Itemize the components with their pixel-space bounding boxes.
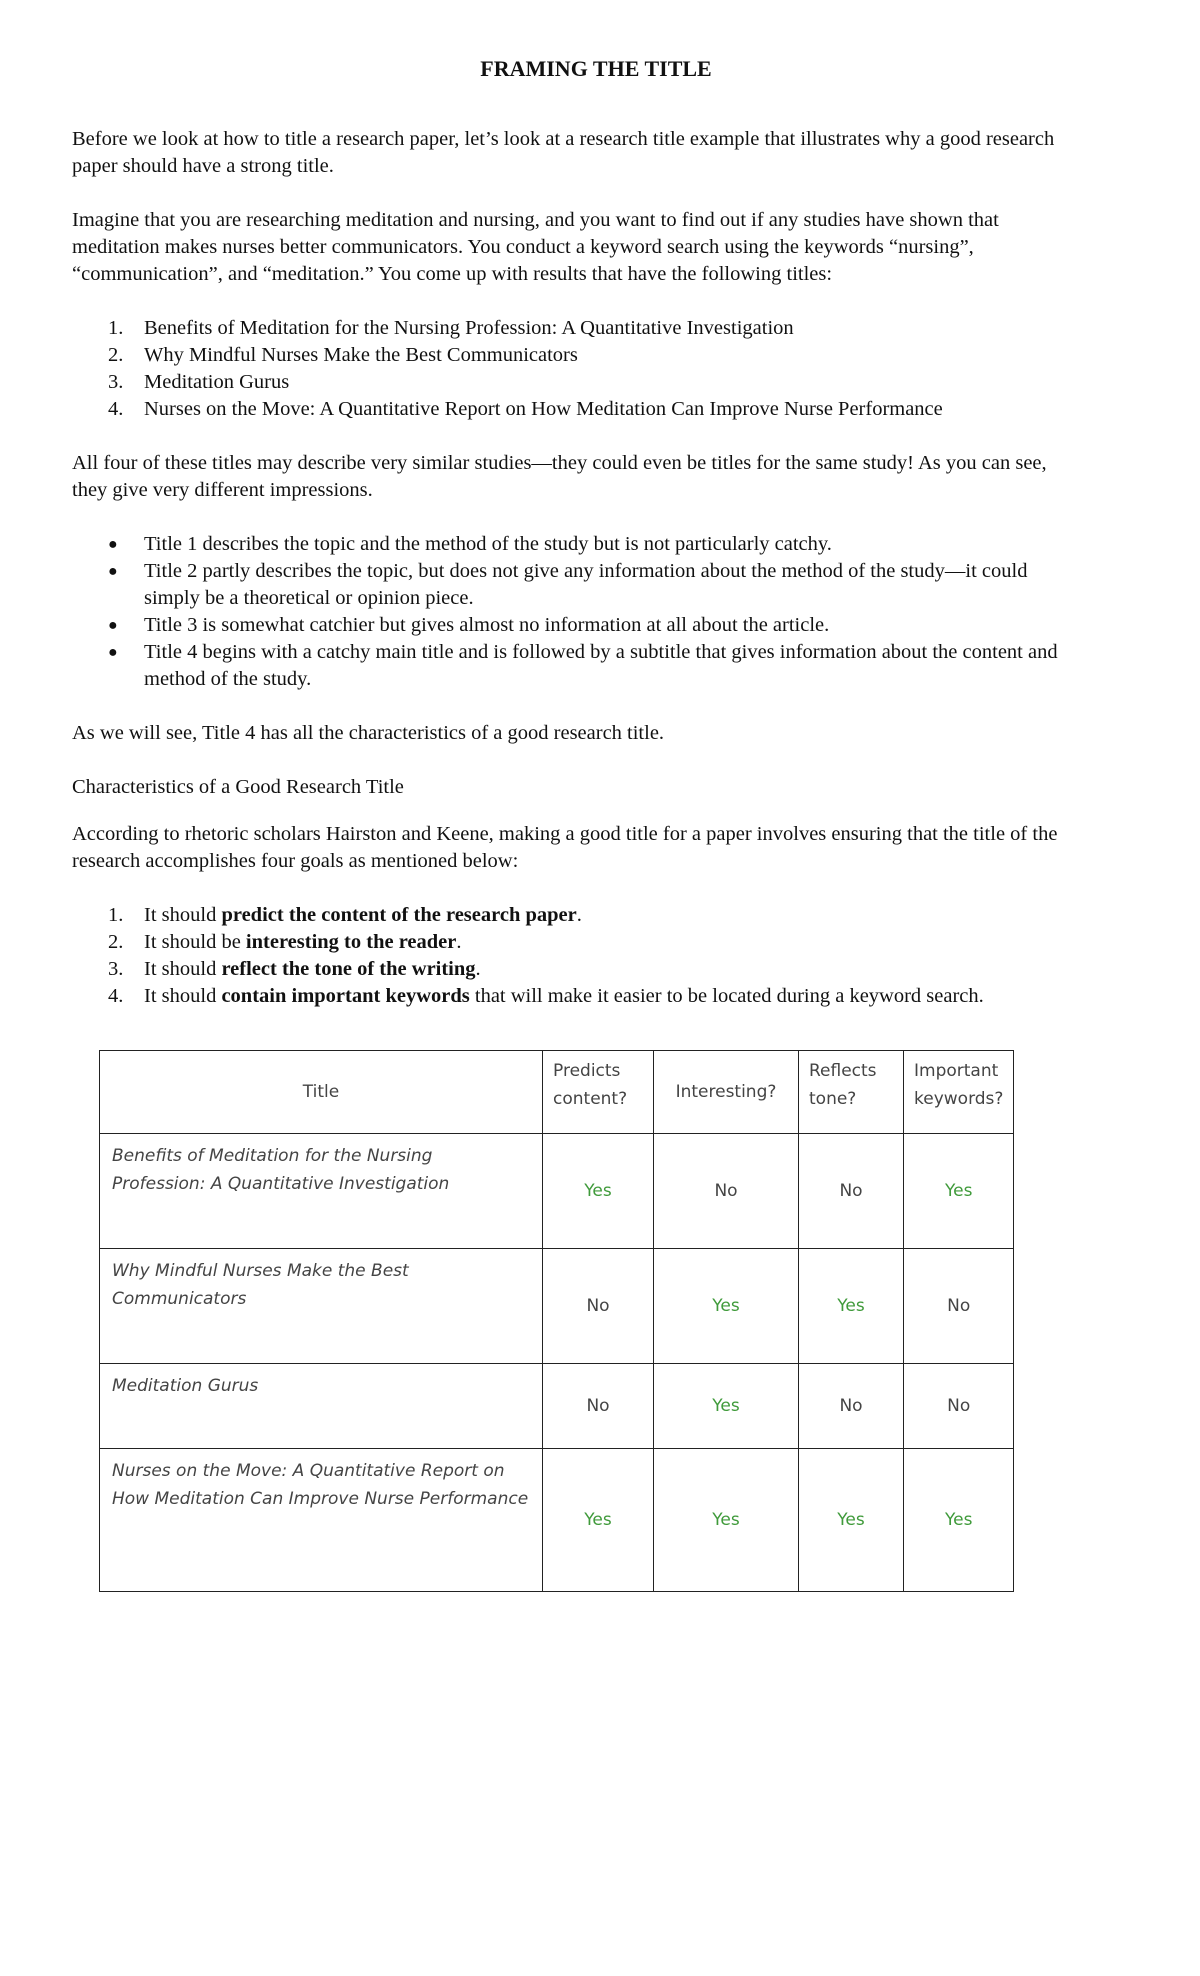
list-item <box>72 612 1080 639</box>
list-item <box>72 956 1080 983</box>
list-item-text: Why Mindful Nurses Make the Best Communicators <box>144 344 578 366</box>
list-item <box>72 983 1080 1010</box>
list-item-text: Nurses on the Move: A Quantitative Report on How Meditation Can Improve Nurse Performance <box>144 398 943 420</box>
table-header-row <box>100 1051 1014 1134</box>
list-item-text: Title 1 describes the topic and the method of the study but is not particularly catchy. <box>144 533 832 555</box>
list-number: 3. <box>108 958 124 980</box>
table-row <box>100 1134 1014 1249</box>
title-cell: Nurses on the Move: A Quantitative Report on How Meditation Can Improve Nurse Performance <box>100 1449 543 1592</box>
goals-list <box>72 902 1080 1010</box>
keywords-cell: Yes <box>904 1449 1014 1592</box>
reflects-cell: No <box>799 1364 904 1449</box>
keywords-cell: No <box>904 1364 1014 1449</box>
bullet-icon: ● <box>108 644 118 661</box>
list-item <box>72 369 1080 396</box>
title-cell: Benefits of Meditation for the Nursing Profession: A Quantitative Investigation <box>100 1134 543 1249</box>
column-header-keywords: Important keywords? <box>904 1051 1014 1134</box>
table-row <box>100 1449 1014 1592</box>
reflects-cell: Yes <box>799 1249 904 1364</box>
list-item-text: Title 4 begins with a catchy main title and is followed by a subtitle that gives information about the content and method of the study. <box>144 641 1058 690</box>
interesting-cell: No <box>654 1134 799 1249</box>
bullet-icon: ● <box>108 536 118 553</box>
list-item <box>72 929 1080 956</box>
list-item <box>72 531 1080 558</box>
title-evaluation-table <box>99 1050 1014 1592</box>
bullet-icon: ● <box>108 563 118 580</box>
example-titles-list <box>72 315 1080 423</box>
table-row <box>100 1364 1014 1449</box>
list-number: 4. <box>108 985 124 1007</box>
list-item <box>72 639 1080 693</box>
goal-text-post: . <box>576 904 582 926</box>
goal-text-bold: predict the content of the research paper <box>221 904 577 926</box>
goal-text-post: . <box>456 931 462 953</box>
column-header-title: Title <box>100 1051 543 1134</box>
list-item <box>72 315 1080 342</box>
list-number: 2. <box>108 931 124 953</box>
list-item <box>72 558 1080 612</box>
interesting-cell: Yes <box>654 1364 799 1449</box>
predicts-cell: No <box>543 1364 654 1449</box>
column-header-reflects: Reflects tone? <box>799 1051 904 1134</box>
column-header-interesting: Interesting? <box>654 1051 799 1134</box>
title-cell: Meditation Gurus <box>100 1364 543 1449</box>
list-item-text: Benefits of Meditation for the Nursing Profession: A Quantitative Investigation <box>144 317 794 339</box>
section-heading: Characteristics of a Good Research Title <box>72 776 404 798</box>
keywords-cell: Yes <box>904 1134 1014 1249</box>
list-number: 4. <box>108 398 124 420</box>
goal-text-bold: contain important keywords <box>221 985 470 1007</box>
list-item-text: Title 3 is somewhat catchier but gives almost no information at all about the article. <box>144 614 830 636</box>
intro-paragraph: Before we look at how to title a research paper, let’s look at a research title example that illustrates why a good research paper should have a strong title. <box>72 128 1055 177</box>
keywords-cell: No <box>904 1249 1014 1364</box>
goal-text-pre: It should be <box>144 931 246 953</box>
goal-text-pre: It should <box>144 985 222 1007</box>
predicts-cell: No <box>543 1249 654 1364</box>
document-title: FRAMING THE TITLE <box>480 56 712 81</box>
title-cell: Why Mindful Nurses Make the Best Communicators <box>100 1249 543 1364</box>
list-number: 2. <box>108 344 124 366</box>
goal-text-post: . <box>475 958 481 980</box>
list-item <box>72 902 1080 929</box>
conclusion-paragraph: As we will see, Title 4 has all the characteristics of a good research title. <box>72 722 665 744</box>
predicts-cell: Yes <box>543 1134 654 1249</box>
interesting-cell: Yes <box>654 1449 799 1592</box>
title-analysis-list <box>72 531 1080 693</box>
interesting-cell: Yes <box>654 1249 799 1364</box>
scenario-paragraph: Imagine that you are researching meditation and nursing, and you want to find out if any studies have shown that meditation makes nurses better communicators. You conduct a keyword search using the keywords “nursing”, “communication”, and “meditation.” You come up with results that have the following titles: <box>72 209 999 285</box>
goal-text-pre: It should <box>144 958 222 980</box>
goal-text-pre: It should <box>144 904 222 926</box>
list-item <box>72 342 1080 369</box>
list-number: 3. <box>108 371 124 393</box>
bullet-icon: ● <box>108 617 118 634</box>
goal-text-bold: interesting to the reader <box>245 931 457 953</box>
comparison-paragraph: All four of these titles may describe very similar studies—they could even be titles for the same study! As you can see, they give very different impressions. <box>72 452 1047 501</box>
goal-text-bold: reflect the tone of the writing <box>221 958 476 980</box>
predicts-cell: Yes <box>543 1449 654 1592</box>
reflects-cell: Yes <box>799 1449 904 1592</box>
list-item <box>72 396 1080 423</box>
list-number: 1. <box>108 317 124 339</box>
list-number: 1. <box>108 904 124 926</box>
goals-intro-paragraph: According to rhetoric scholars Hairston and Keene, making a good title for a paper involves ensuring that the title of the research accomplishes four goals as mentioned below: <box>72 823 1058 872</box>
list-item-text: Meditation Gurus <box>144 371 290 393</box>
reflects-cell: No <box>799 1134 904 1249</box>
goal-text-post: that will make it easier to be located during a keyword search. <box>469 985 984 1007</box>
table-row <box>100 1249 1014 1364</box>
list-item-text: Title 2 partly describes the topic, but does not give any information about the method of the study—it could simply be a theoretical or opinion piece. <box>144 560 1028 609</box>
column-header-predicts: Predicts content? <box>543 1051 654 1134</box>
